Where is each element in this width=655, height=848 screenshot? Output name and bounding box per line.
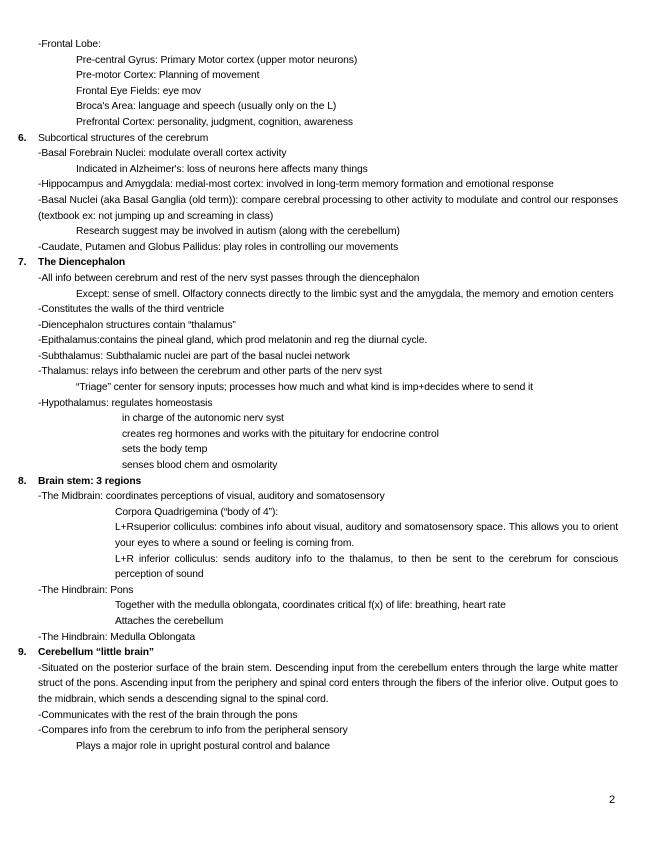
section-number: 9.: [18, 647, 27, 659]
note-subline: L+Rsuperior colliculus: combines info about visual, auditory and somatosensory space. This allows you to orient your eyes to where a sound or feeling is coming from.: [115, 522, 618, 549]
note-subline: Prefrontal Cortex: personality, judgment, cognition, awareness: [76, 116, 353, 128]
section-number: 6.: [18, 132, 27, 144]
section-heading: [18, 255, 618, 271]
note-subline: Except: sense of smell. Olfactory connects directly to the limbic syst and the amygdala, the memory and emotion centers: [76, 288, 614, 300]
section-title: Cerebellum “little brain”: [38, 647, 154, 659]
note-subline: sets the body temp: [122, 444, 208, 456]
note-subline: Corpora Quadrigemina (“body of 4”):: [115, 506, 279, 518]
note-subline: L+R inferior colliculus: sends auditory info to the thalamus, to then be sent to the cerebrum for conscious perception of sound: [115, 553, 618, 581]
section-number: 7.: [18, 257, 27, 269]
note-line: -Hippocampus and Amygdala: medial-most cortex: involved in long-term memory formation and emotional response: [38, 179, 554, 191]
section-title: Brain stem: 3 regions: [38, 475, 142, 487]
note-subline: creates reg hormones and works with the pituitary for endocrine control: [122, 428, 439, 440]
note-subline: Research suggest may be involved in autism (along with the cerebellum): [76, 226, 400, 238]
section-heading: [18, 645, 618, 661]
note-line: -Communicates with the rest of the brain through the pons: [38, 709, 298, 721]
page-number: 2: [609, 794, 616, 806]
note-subline: Pre-central Gyrus: Primary Motor cortex (upper motor neurons): [76, 54, 358, 66]
notes-body: [18, 37, 618, 754]
note-subline: Plays a major role in upright postural control and balance: [76, 740, 331, 752]
note-line: -Situated on the posterior surface of the brain stem. Descending input from the cerebellum enters through the large white matter struct of the pons. Ascending input from the periphery and spinal cord enters through the fibers of the inferior olive. Output goes to the midbrain, which sends a descending signal to the spinal cord.: [38, 662, 618, 705]
note-line: -The Midbrain: coordinates perceptions of visual, auditory and somatosensory: [38, 491, 385, 503]
note-line: -Basal Nuclei (aka Basal Ganglia (old term)): compare cerebral processing to other activity to modulate and control our responses (textbook ex: not jumping up and screaming in class): [38, 194, 618, 222]
note-line: -The Hindbrain: Pons: [38, 584, 134, 596]
note-subline: Broca's Area: language and speech (usually only on the L): [76, 101, 337, 113]
note-line: -Constitutes the walls of the third ventricle: [38, 304, 225, 316]
section-number: 8.: [18, 475, 27, 487]
note-subline: Indicated in Alzheimer's: loss of neurons here affects many things: [76, 163, 368, 175]
section-title: Subcortical structures of the cerebrum: [38, 132, 209, 144]
note-line: -Hypothalamus: regulates homeostasis: [38, 397, 213, 409]
section-heading: [18, 131, 618, 147]
note-line: -Compares info from the cerebrum to info from the peripheral sensory: [38, 725, 348, 737]
note-subline: Frontal Eye Fields: eye mov: [76, 85, 201, 97]
note-line: -Basal Forebrain Nuclei: modulate overall cortex activity: [38, 148, 287, 160]
section-title: The Diencephalon: [38, 257, 126, 269]
note-subline: Attaches the cerebellum: [115, 615, 224, 627]
note-line: -Thalamus: relays info between the cerebrum and other parts of the nerv syst: [38, 366, 382, 378]
note-line: -The Hindbrain: Medulla Oblongata: [38, 631, 195, 643]
note-line: -Subthalamus: Subthalamic nuclei are part of the basal nuclei network: [38, 350, 350, 362]
note-line: -Frontal Lobe:: [38, 39, 101, 50]
note-subline: in charge of the autonomic nerv syst: [122, 413, 284, 425]
note-line: -Diencephalon structures contain “thalamus”: [38, 319, 236, 331]
note-line: -Epithalamus:contains the pineal gland, which prod melatonin and reg the diurnal cycle.: [38, 335, 428, 347]
note-subline: “Triage” center for sensory inputs; processes how much and what kind is imp+decides where to send it: [76, 382, 533, 394]
note-subline: senses blood chem and osmolarity: [122, 460, 278, 472]
note-line: -Caudate, Putamen and Globus Pallidus: play roles in controlling our movements: [38, 241, 399, 253]
note-subline: Together with the medulla oblongata, coordinates critical f(x) of life: breathing, heart rate: [115, 600, 506, 612]
note-subline: Pre-motor Cortex: Planning of movement: [76, 70, 260, 82]
note-line: -All info between cerebrum and rest of the nerv syst passes through the diencephalon: [38, 272, 420, 284]
section-heading: [18, 474, 618, 490]
